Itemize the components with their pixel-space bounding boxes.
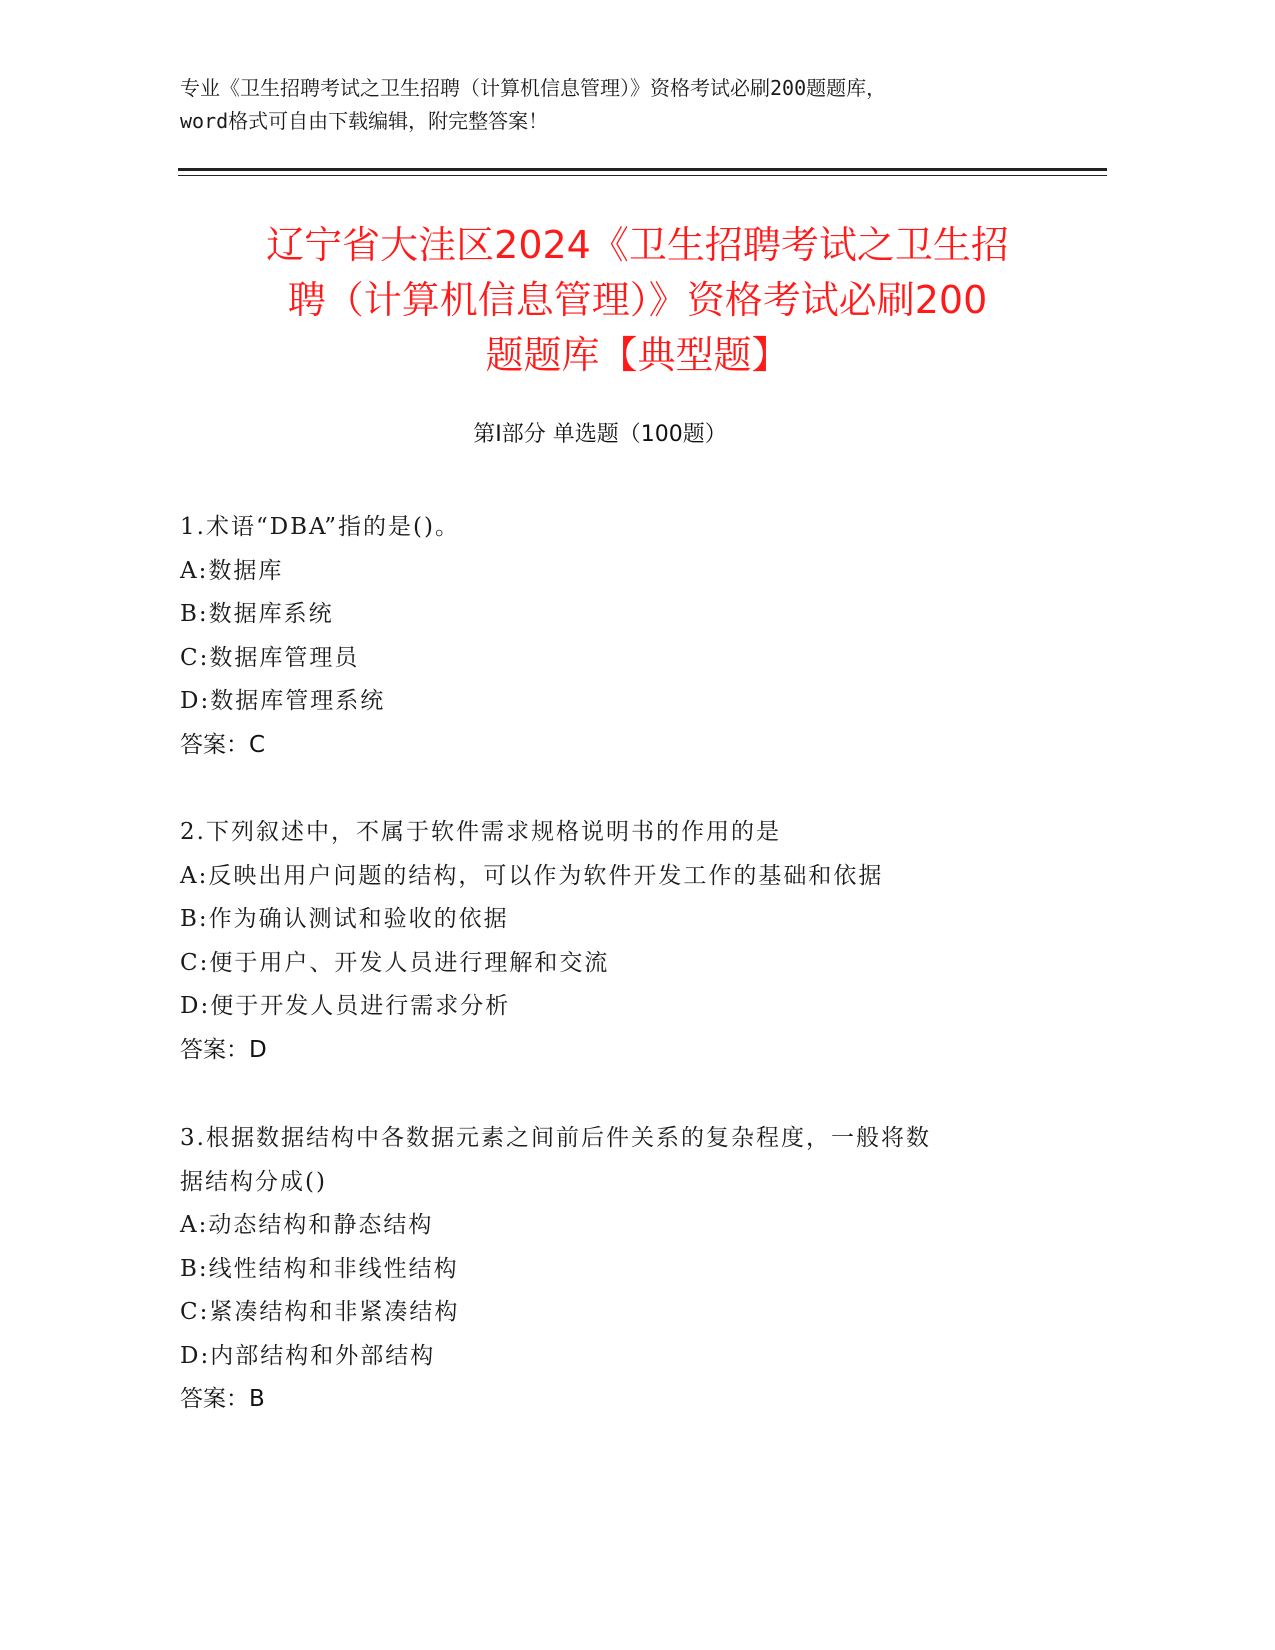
- question-stem: 2.下列叙述中，不属于软件需求规格说明书的作用的是: [180, 819, 781, 845]
- document-header-note: [180, 72, 1100, 138]
- answer-label: 答案：: [180, 1386, 249, 1412]
- answer-line: [180, 1378, 1100, 1422]
- title-line: 聘（计算机信息管理）》资格考试必刷200: [287, 278, 988, 322]
- title-line: 辽宁省大洼区2024《卫生招聘考试之卫生招: [266, 223, 1009, 267]
- option-c: C:便于用户、开发人员进行理解和交流: [180, 949, 610, 976]
- option-a: A:反映出用户问题的结构，可以作为软件开发工作的基础和依据: [180, 862, 884, 889]
- question-block: [180, 1117, 1100, 1422]
- question-block: [180, 811, 1100, 1072]
- option-b: B:作为确认测试和验收的依据: [180, 906, 509, 932]
- option-b: B:数据库系统: [180, 601, 334, 627]
- header-divider-thin: [178, 175, 1107, 176]
- option-d: D:便于开发人员进行需求分析: [180, 993, 511, 1019]
- header-divider-thick: [178, 168, 1107, 171]
- option-c: C:数据库管理员: [180, 644, 360, 671]
- option-a: A:数据库: [180, 557, 284, 584]
- option-b: B:线性结构和非线性结构: [180, 1255, 459, 1282]
- answer-line: [180, 1029, 1100, 1073]
- title-line: 题题库【典型题】: [485, 333, 790, 377]
- answer-value: D: [249, 1036, 267, 1063]
- question-stem: 1.术语“DBA”指的是()。: [180, 514, 460, 540]
- document-title: [150, 218, 1125, 383]
- option-a: A:动态结构和静态结构: [180, 1212, 434, 1238]
- option-c: C:紧凑结构和非紧凑结构: [180, 1299, 460, 1325]
- header-note-line: word格式可自由下载编辑，附完整答案！: [180, 109, 549, 133]
- question-stem: 3.根据数据结构中各数据元素之间前后件关系的复杂程度，一般将数: [180, 1125, 931, 1151]
- question-stem-continuation: 据结构分成(): [180, 1168, 327, 1195]
- section-heading: 第Ⅰ部分 单选题（100题）: [473, 422, 727, 447]
- header-note-line: 专业《卫生招聘考试之卫生招聘（计算机信息管理）》资格考试必刷200题题库，: [180, 76, 887, 100]
- question-block: [180, 506, 1100, 767]
- option-d: D:内部结构和外部结构: [180, 1342, 436, 1369]
- answer-value: B: [249, 1386, 265, 1412]
- answer-label: 答案：: [180, 1036, 249, 1063]
- answer-label: 答案：: [180, 731, 249, 758]
- option-d: D:数据库管理系统: [180, 688, 386, 714]
- answer-value: C: [249, 731, 266, 758]
- answer-line: [180, 724, 1100, 768]
